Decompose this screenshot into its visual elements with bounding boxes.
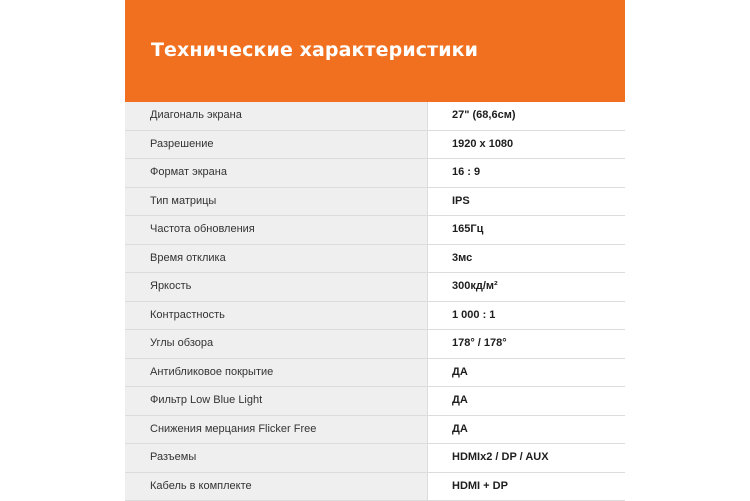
- spec-label: Время отклика: [125, 245, 428, 273]
- spec-row-response-time: [125, 245, 625, 274]
- spec-value: 27" (68,6см): [428, 102, 625, 130]
- spec-row-flicker-free: [125, 416, 625, 445]
- spec-row-aspect-ratio: [125, 159, 625, 188]
- spec-label: Углы обзора: [125, 330, 428, 358]
- spec-value: 3мс: [428, 245, 625, 273]
- spec-label: Яркость: [125, 273, 428, 301]
- spec-label: Антибликовое покрытие: [125, 359, 428, 387]
- spec-row-brightness: [125, 273, 625, 302]
- spec-label: Снижения мерцания Flicker Free: [125, 416, 428, 444]
- spec-row-resolution: [125, 131, 625, 160]
- spec-label: Тип матрицы: [125, 188, 428, 216]
- spec-row-cables: [125, 473, 625, 501]
- spec-row-panel-type: [125, 188, 625, 217]
- spec-row-contrast: [125, 302, 625, 331]
- spec-value: 300кд/м²: [428, 273, 625, 301]
- spec-value: IPS: [428, 188, 625, 216]
- spec-value: ДА: [428, 359, 625, 387]
- spec-row-antiglare: [125, 359, 625, 388]
- spec-value: 165Гц: [428, 216, 625, 244]
- spec-label: Разрешение: [125, 131, 428, 159]
- spec-table: [125, 102, 625, 501]
- spec-value: 1 000 : 1: [428, 302, 625, 330]
- spec-value: HDMI + DP: [428, 473, 625, 501]
- spec-label: Формат экрана: [125, 159, 428, 187]
- spec-label: Диагональ экрана: [125, 102, 428, 130]
- spec-label: Кабель в комплекте: [125, 473, 428, 501]
- spec-value: 16 : 9: [428, 159, 625, 187]
- spec-row-connectors: [125, 444, 625, 473]
- spec-row-low-blue-light: [125, 387, 625, 416]
- spec-value: HDMIx2 / DP / AUX: [428, 444, 625, 472]
- spec-row-viewing-angles: [125, 330, 625, 359]
- spec-row-diagonal: [125, 102, 625, 131]
- page-title: Технические характеристики: [151, 39, 478, 61]
- spec-value: ДА: [428, 416, 625, 444]
- spec-label: Разъемы: [125, 444, 428, 472]
- spec-header: [125, 0, 625, 102]
- spec-label: Частота обновления: [125, 216, 428, 244]
- spec-value: 178° / 178°: [428, 330, 625, 358]
- spec-label: Фильтр Low Blue Light: [125, 387, 428, 415]
- spec-card: [125, 0, 625, 500]
- spec-row-refresh-rate: [125, 216, 625, 245]
- spec-value: ДА: [428, 387, 625, 415]
- spec-label: Контрастность: [125, 302, 428, 330]
- spec-value: 1920 x 1080: [428, 131, 625, 159]
